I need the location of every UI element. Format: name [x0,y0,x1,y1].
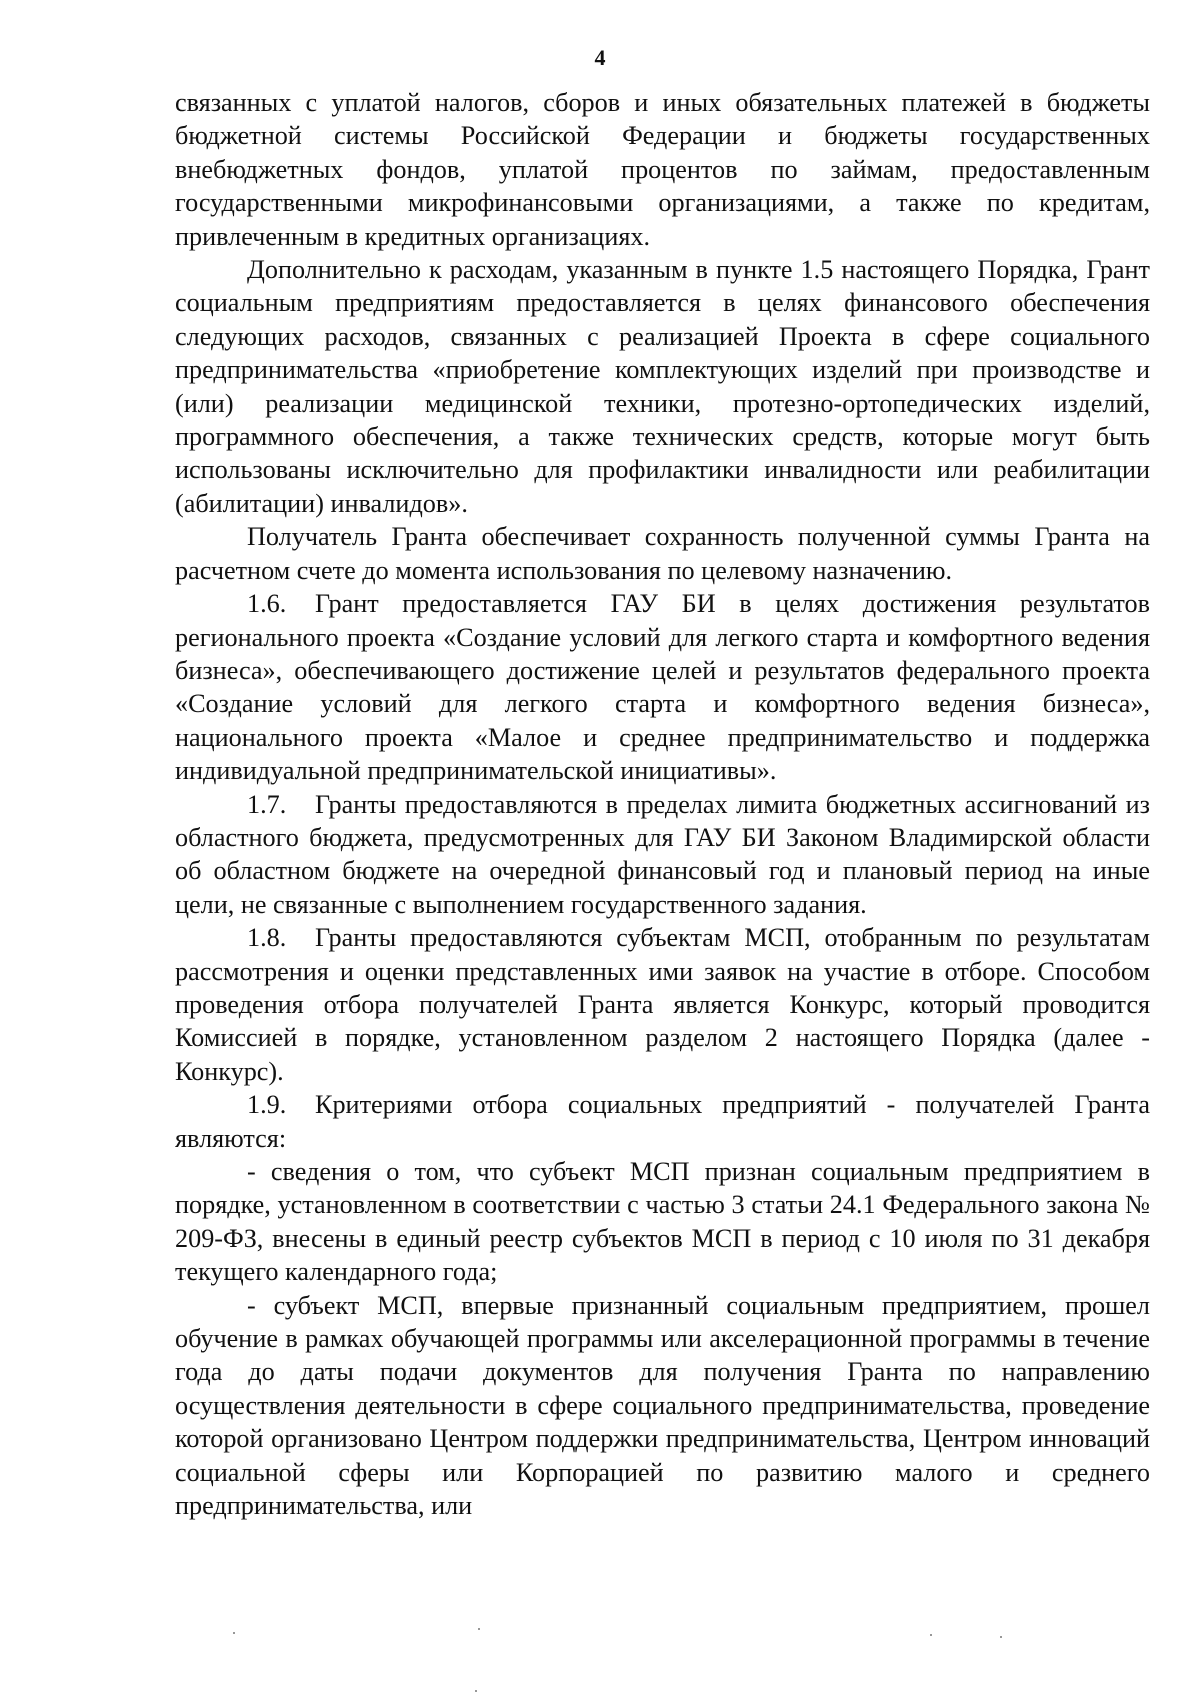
criteria-text: - субъект МСП, впервые признанный социальным предприятием, прошел обучение в рамках обучающей программы или акселерационной программы в течение года до даты подачи документов для получения Гранта по направлению осуществления деятельности в сфере социального предпринимательства, проведение которой организовано Центром поддержки предпринимательства, Центром инноваций социальной сферы или Корпорацией по развитию малого и среднего предпринимательства, или [175,1290,1150,1521]
clause-1-8 [175,921,1150,1088]
clause-number: 1.8. [247,923,287,953]
paragraph-grant-safekeeping [175,520,1150,587]
scan-speck [930,1634,932,1636]
criteria-text: - сведения о том, что субъект МСП признан социальным предприятием в порядке, установленном в соответствии с частью 3 статьи 24.1 Федерального закона № 209-ФЗ, внесены в единый реестр субъектов МСП в период с 10 июля по 31 декабря текущего календарного года; [175,1157,1150,1287]
document-body [175,86,1150,1522]
clause-1-6 [175,587,1150,787]
paragraph-continuation [175,86,1150,253]
clause-text: Грант предоставляется ГАУ БИ в целях достижения результатов регионального проекта «Создание условий для легкого старта и комфортного ведения бизнеса», обеспечивающего достижение целей и результатов федерального проекта «Создание условий для легкого старта и комфортного ведения бизнеса», национального проекта «Малое и среднее предпринимательство и поддержка индивидуальной предпринимательской инициативы». [175,589,1150,786]
scan-speck [233,1632,235,1634]
clause-text: Гранты предоставляются субъектам МСП, отобранным по результатам рассмотрения и оценки представленных ими заявок на участие в отборе. Способом проведения отбора получателей Гранта является Конкурс, который проводится Комиссией в порядке, установленном разделом 2 настоящего Порядка (далее - Конкурс). [175,923,1150,1086]
clause-text: Критериями отбора социальных предприятий - получателей Гранта являются: [175,1090,1150,1153]
page-number: 4 [594,45,606,70]
clause-number: 1.9. [247,1090,287,1120]
criteria-item-1 [175,1155,1150,1289]
paragraph-text: связанных с уплатой налогов, сборов и иных обязательных платежей в бюджеты бюджетной системы Российской Федерации и бюджеты государственных внебюджетных фондов, уплатой процентов по займам, предоставленным государственными микрофинансовыми организациями, а также по кредитам, привлеченным в кредитных организациях. [175,88,1150,251]
clause-number: 1.7. [247,789,287,819]
paragraph-text: Получатель Гранта обеспечивает сохранность полученной суммы Гранта на расчетном счете до момента использования по целевому назначению. [175,522,1150,585]
paragraph-text: Дополнительно к расходам, указанным в пункте 1.5 настоящего Порядка, Грант социальным предприятиям предоставляется в целях финансового обеспечения следующих расходов, связанных с реализацией Проекта в сфере социального предпринимательства «приобретение комплектующих изделий при производстве и (или) реализации медицинской техники, протезно-ортопедических изделий, программного обеспечения, а также технических средств, которые могут быть использованы исключительно для профилактики инвалидности или реабилитации (абилитации) инвалидов». [175,255,1150,518]
scan-speck [475,1690,477,1692]
scan-speck [478,1628,480,1630]
paragraph-additional-expenses [175,253,1150,520]
criteria-item-2 [175,1289,1150,1523]
clause-1-7 [175,788,1150,922]
clause-1-9 [175,1088,1150,1155]
scan-speck [1000,1636,1002,1638]
clause-text: Гранты предоставляются в пределах лимита бюджетных ассигнований из областного бюджета, предусмотренных для ГАУ БИ Законом Владимирской области об областном бюджете на очередной финансовый год и плановый период на иные цели, не связанные с выполнением государственного задания. [175,789,1150,919]
clause-number: 1.6. [247,589,287,619]
